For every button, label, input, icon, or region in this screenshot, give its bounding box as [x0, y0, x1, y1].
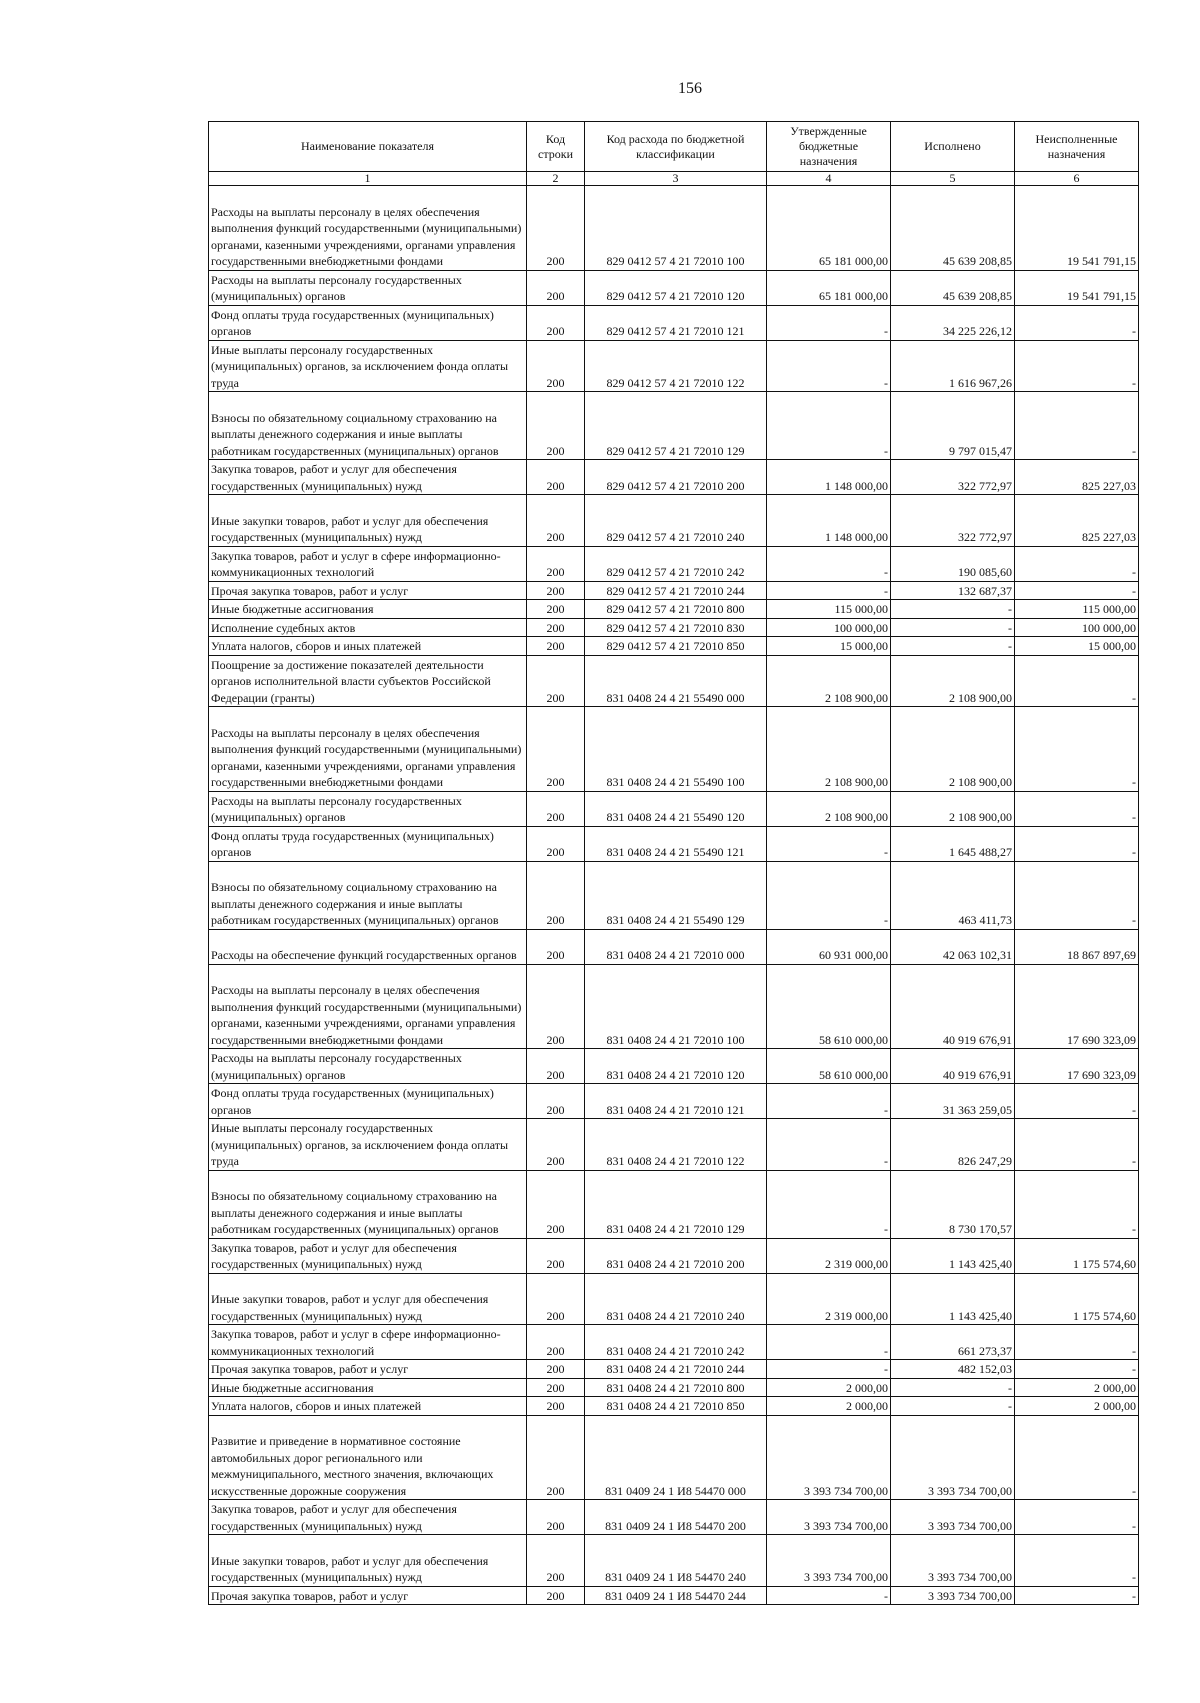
row-line-code: 200 — [527, 1273, 585, 1325]
row-name: Уплата налогов, сборов и иных платежей — [209, 1397, 527, 1416]
row-budget-code: 831 0408 24 4 21 72010 800 — [585, 1378, 767, 1397]
row-name: Развитие и приведение в нормативное состояние автомобильных дорог регионального или межмуниципального, местного значения, включающих искусственные дорожные сооружения — [209, 1415, 527, 1500]
row-executed: 3 393 734 700,00 — [891, 1586, 1015, 1605]
row-executed: 34 225 226,12 — [891, 305, 1015, 340]
row-unexecuted: 825 227,03 — [1015, 460, 1139, 495]
table-row — [209, 1360, 1139, 1379]
row-name: Взносы по обязательному социальному страхованию на выплаты денежного содержания и иные выплаты работникам государственных (муниципальных) органов — [209, 861, 527, 929]
table-row — [209, 546, 1139, 581]
row-budget-code: 829 0412 57 4 21 72010 830 — [585, 618, 767, 637]
table-row — [209, 392, 1139, 460]
row-executed: 45 639 208,85 — [891, 186, 1015, 271]
header-budget-code: Код расхода по бюджетной классификации — [585, 122, 767, 172]
row-executed: 190 085,60 — [891, 546, 1015, 581]
row-unexecuted: - — [1015, 1415, 1139, 1500]
row-line-code: 200 — [527, 929, 585, 964]
row-executed: 132 687,37 — [891, 581, 1015, 600]
row-unexecuted: - — [1015, 861, 1139, 929]
row-line-code: 200 — [527, 186, 585, 271]
table-row — [209, 1586, 1139, 1605]
row-line-code: 200 — [527, 964, 585, 1049]
row-name: Расходы на выплаты персоналу государственных (муниципальных) органов — [209, 1049, 527, 1084]
row-budget-code: 829 0412 57 4 21 72010 242 — [585, 546, 767, 581]
row-budget-code: 831 0408 24 4 21 72010 100 — [585, 964, 767, 1049]
row-name: Расходы на выплаты персоналу в целях обеспечения выполнения функций государственными (муниципальными) органами, казенными учреждениями, органами управления государственными внебюджетными фондами — [209, 964, 527, 1049]
row-approved: 115 000,00 — [767, 600, 891, 619]
row-unexecuted: - — [1015, 1500, 1139, 1535]
row-line-code: 200 — [527, 1397, 585, 1416]
row-approved: - — [767, 1325, 891, 1360]
row-approved: 2 000,00 — [767, 1378, 891, 1397]
row-executed: 2 108 900,00 — [891, 707, 1015, 792]
row-name: Расходы на обеспечение функций государственных органов — [209, 929, 527, 964]
row-budget-code: 831 0408 24 4 21 55490 000 — [585, 655, 767, 707]
row-unexecuted: 15 000,00 — [1015, 637, 1139, 656]
table-row — [209, 186, 1139, 271]
column-number: 5 — [891, 172, 1015, 186]
row-name: Взносы по обязательному социальному страхованию на выплаты денежного содержания и иные выплаты работникам государственных (муниципальных) органов — [209, 1170, 527, 1238]
row-unexecuted: 2 000,00 — [1015, 1397, 1139, 1416]
row-budget-code: 831 0408 24 4 21 72010 121 — [585, 1084, 767, 1119]
row-line-code: 200 — [527, 1049, 585, 1084]
row-approved: - — [767, 305, 891, 340]
row-budget-code: 829 0412 57 4 21 72010 850 — [585, 637, 767, 656]
row-executed: 40 919 676,91 — [891, 964, 1015, 1049]
row-approved: 65 181 000,00 — [767, 270, 891, 305]
row-approved: 3 393 734 700,00 — [767, 1415, 891, 1500]
row-unexecuted: 17 690 323,09 — [1015, 1049, 1139, 1084]
row-line-code: 200 — [527, 305, 585, 340]
row-unexecuted: - — [1015, 655, 1139, 707]
row-executed: - — [891, 1378, 1015, 1397]
row-line-code: 200 — [527, 340, 585, 392]
row-approved: 2 000,00 — [767, 1397, 891, 1416]
row-name: Закупка товаров, работ и услуг для обеспечения государственных (муниципальных) нужд — [209, 460, 527, 495]
row-executed: 45 639 208,85 — [891, 270, 1015, 305]
row-approved: 2 319 000,00 — [767, 1273, 891, 1325]
table-row — [209, 655, 1139, 707]
row-budget-code: 829 0412 57 4 21 72010 244 — [585, 581, 767, 600]
column-number: 6 — [1015, 172, 1139, 186]
row-line-code: 200 — [527, 1500, 585, 1535]
column-number: 1 — [209, 172, 527, 186]
row-unexecuted: 1 175 574,60 — [1015, 1238, 1139, 1273]
row-approved: 100 000,00 — [767, 618, 891, 637]
row-executed: 1 143 425,40 — [891, 1238, 1015, 1273]
row-line-code: 200 — [527, 1119, 585, 1171]
row-unexecuted: 825 227,03 — [1015, 495, 1139, 547]
table-row — [209, 340, 1139, 392]
table-row — [209, 791, 1139, 826]
table-row — [209, 581, 1139, 600]
row-line-code: 200 — [527, 1170, 585, 1238]
row-line-code: 200 — [527, 1586, 585, 1605]
row-approved: 65 181 000,00 — [767, 186, 891, 271]
row-unexecuted: 1 175 574,60 — [1015, 1273, 1139, 1325]
page-number: 156 — [678, 80, 702, 97]
row-approved: 58 610 000,00 — [767, 1049, 891, 1084]
table-row — [209, 1378, 1139, 1397]
row-budget-code: 831 0408 24 4 21 55490 121 — [585, 826, 767, 861]
table-row — [209, 1535, 1139, 1587]
row-unexecuted: - — [1015, 1325, 1139, 1360]
row-executed: 463 411,73 — [891, 861, 1015, 929]
row-approved: - — [767, 340, 891, 392]
row-unexecuted: - — [1015, 392, 1139, 460]
row-approved: 1 148 000,00 — [767, 460, 891, 495]
row-approved: 2 108 900,00 — [767, 655, 891, 707]
row-budget-code: 829 0412 57 4 21 72010 100 — [585, 186, 767, 271]
row-unexecuted: 100 000,00 — [1015, 618, 1139, 637]
row-executed: 2 108 900,00 — [891, 791, 1015, 826]
row-line-code: 200 — [527, 861, 585, 929]
row-budget-code: 831 0408 24 4 21 72010 244 — [585, 1360, 767, 1379]
table-row — [209, 964, 1139, 1049]
row-name: Прочая закупка товаров, работ и услуг — [209, 581, 527, 600]
row-executed: 31 363 259,05 — [891, 1084, 1015, 1119]
header-line-code: Код строки — [527, 122, 585, 172]
row-approved: - — [767, 392, 891, 460]
row-budget-code: 829 0412 57 4 21 72010 240 — [585, 495, 767, 547]
table-row — [209, 1170, 1139, 1238]
row-line-code: 200 — [527, 546, 585, 581]
row-budget-code: 831 0408 24 4 21 72010 850 — [585, 1397, 767, 1416]
row-line-code: 200 — [527, 460, 585, 495]
row-name: Уплата налогов, сборов и иных платежей — [209, 637, 527, 656]
table-row — [209, 1500, 1139, 1535]
header-unexecuted: Неисполненные назначения — [1015, 122, 1139, 172]
row-executed: 322 772,97 — [891, 495, 1015, 547]
table-row — [209, 929, 1139, 964]
row-budget-code: 831 0408 24 4 21 72010 242 — [585, 1325, 767, 1360]
row-name: Иные бюджетные ассигнования — [209, 600, 527, 619]
column-number: 2 — [527, 172, 585, 186]
row-budget-code: 831 0409 24 1 И8 54470 200 — [585, 1500, 767, 1535]
header-name: Наименование показателя — [209, 122, 527, 172]
row-approved: 2 108 900,00 — [767, 707, 891, 792]
row-name: Иные закупки товаров, работ и услуг для обеспечения государственных (муниципальных) нужд — [209, 1273, 527, 1325]
row-line-code: 200 — [527, 791, 585, 826]
row-executed: 40 919 676,91 — [891, 1049, 1015, 1084]
row-unexecuted: - — [1015, 1084, 1139, 1119]
row-budget-code: 829 0412 57 4 21 72010 129 — [585, 392, 767, 460]
row-unexecuted: - — [1015, 1360, 1139, 1379]
row-executed: - — [891, 1397, 1015, 1416]
row-unexecuted: - — [1015, 581, 1139, 600]
table-row — [209, 1415, 1139, 1500]
row-unexecuted: 2 000,00 — [1015, 1378, 1139, 1397]
row-budget-code: 829 0412 57 4 21 72010 800 — [585, 600, 767, 619]
row-name: Прочая закупка товаров, работ и услуг — [209, 1360, 527, 1379]
row-name: Фонд оплаты труда государственных (муниципальных) органов — [209, 1084, 527, 1119]
row-budget-code: 831 0408 24 4 21 72010 120 — [585, 1049, 767, 1084]
row-name: Фонд оплаты труда государственных (муниципальных) органов — [209, 826, 527, 861]
row-executed: 482 152,03 — [891, 1360, 1015, 1379]
row-line-code: 200 — [527, 826, 585, 861]
row-executed: 9 797 015,47 — [891, 392, 1015, 460]
table-row — [209, 1119, 1139, 1171]
row-approved: - — [767, 826, 891, 861]
row-budget-code: 829 0412 57 4 21 72010 122 — [585, 340, 767, 392]
row-name: Иные закупки товаров, работ и услуг для обеспечения государственных (муниципальных) нужд — [209, 495, 527, 547]
table-row — [209, 1084, 1139, 1119]
row-line-code: 200 — [527, 1325, 585, 1360]
row-name: Закупка товаров, работ и услуг для обеспечения государственных (муниципальных) нужд — [209, 1500, 527, 1535]
row-budget-code: 829 0412 57 4 21 72010 121 — [585, 305, 767, 340]
row-line-code: 200 — [527, 1535, 585, 1587]
row-name: Расходы на выплаты персоналу в целях обеспечения выполнения функций государственными (муниципальными) органами, казенными учреждениями, органами управления государственными внебюджетными фондами — [209, 707, 527, 792]
row-executed: 3 393 734 700,00 — [891, 1415, 1015, 1500]
table-row — [209, 460, 1139, 495]
row-approved: 3 393 734 700,00 — [767, 1535, 891, 1587]
row-unexecuted: - — [1015, 826, 1139, 861]
row-name: Расходы на выплаты персоналу государственных (муниципальных) органов — [209, 791, 527, 826]
row-line-code: 200 — [527, 495, 585, 547]
row-approved: - — [767, 581, 891, 600]
row-line-code: 200 — [527, 1084, 585, 1119]
row-approved: 1 148 000,00 — [767, 495, 891, 547]
row-budget-code: 831 0408 24 4 21 72010 200 — [585, 1238, 767, 1273]
row-name: Расходы на выплаты персоналу государственных (муниципальных) органов — [209, 270, 527, 305]
row-approved: - — [767, 1586, 891, 1605]
row-unexecuted: - — [1015, 1586, 1139, 1605]
row-executed: 661 273,37 — [891, 1325, 1015, 1360]
row-name: Иные выплаты персоналу государственных (муниципальных) органов, за исключением фонда оплаты труда — [209, 340, 527, 392]
row-executed: 1 616 967,26 — [891, 340, 1015, 392]
row-line-code: 200 — [527, 1378, 585, 1397]
table-row — [209, 707, 1139, 792]
row-executed: 8 730 170,57 — [891, 1170, 1015, 1238]
row-budget-code: 831 0409 24 1 И8 54470 240 — [585, 1535, 767, 1587]
row-executed: 1 645 488,27 — [891, 826, 1015, 861]
row-executed: 1 143 425,40 — [891, 1273, 1015, 1325]
row-executed: 42 063 102,31 — [891, 929, 1015, 964]
row-name: Закупка товаров, работ и услуг для обеспечения государственных (муниципальных) нужд — [209, 1238, 527, 1273]
table-row — [209, 1397, 1139, 1416]
row-name: Закупка товаров, работ и услуг в сфере информационно-коммуникационных технологий — [209, 546, 527, 581]
row-approved: 2 319 000,00 — [767, 1238, 891, 1273]
row-line-code: 200 — [527, 637, 585, 656]
row-line-code: 200 — [527, 392, 585, 460]
row-budget-code: 831 0409 24 1 И8 54470 244 — [585, 1586, 767, 1605]
row-unexecuted: 19 541 791,15 — [1015, 186, 1139, 271]
table-body — [209, 186, 1139, 1605]
row-unexecuted: 18 867 897,69 — [1015, 929, 1139, 964]
row-approved: - — [767, 546, 891, 581]
header-row — [209, 122, 1139, 172]
row-line-code: 200 — [527, 655, 585, 707]
row-budget-code: 831 0408 24 4 21 55490 100 — [585, 707, 767, 792]
row-executed: - — [891, 600, 1015, 619]
row-budget-code: 831 0408 24 4 21 72010 240 — [585, 1273, 767, 1325]
row-budget-code: 831 0408 24 4 21 72010 122 — [585, 1119, 767, 1171]
row-name: Исполнение судебных актов — [209, 618, 527, 637]
row-budget-code: 831 0408 24 4 21 55490 129 — [585, 861, 767, 929]
row-line-code: 200 — [527, 270, 585, 305]
table-row — [209, 270, 1139, 305]
row-name: Иные выплаты персоналу государственных (муниципальных) органов, за исключением фонда оплаты труда — [209, 1119, 527, 1171]
table-row — [209, 1049, 1139, 1084]
row-approved: 2 108 900,00 — [767, 791, 891, 826]
row-line-code: 200 — [527, 1415, 585, 1500]
row-unexecuted: 115 000,00 — [1015, 600, 1139, 619]
row-line-code: 200 — [527, 600, 585, 619]
column-number-row — [209, 172, 1139, 186]
table-row — [209, 1238, 1139, 1273]
table-row — [209, 861, 1139, 929]
row-unexecuted: - — [1015, 305, 1139, 340]
row-approved: 15 000,00 — [767, 637, 891, 656]
row-executed: 322 772,97 — [891, 460, 1015, 495]
row-budget-code: 829 0412 57 4 21 72010 200 — [585, 460, 767, 495]
table-row — [209, 1273, 1139, 1325]
row-line-code: 200 — [527, 1238, 585, 1273]
column-number: 4 — [767, 172, 891, 186]
row-name: Иные бюджетные ассигнования — [209, 1378, 527, 1397]
row-approved: - — [767, 861, 891, 929]
row-unexecuted: - — [1015, 707, 1139, 792]
row-name: Иные закупки товаров, работ и услуг для обеспечения государственных (муниципальных) нужд — [209, 1535, 527, 1587]
row-line-code: 200 — [527, 581, 585, 600]
row-executed: 3 393 734 700,00 — [891, 1535, 1015, 1587]
row-name: Поощрение за достижение показателей деятельности органов исполнительной власти субъектов Российской Федерации (гранты) — [209, 655, 527, 707]
row-executed: - — [891, 637, 1015, 656]
row-unexecuted: - — [1015, 546, 1139, 581]
header-executed: Исполнено — [891, 122, 1015, 172]
row-executed: - — [891, 618, 1015, 637]
row-budget-code: 831 0409 24 1 И8 54470 000 — [585, 1415, 767, 1500]
row-executed: 2 108 900,00 — [891, 655, 1015, 707]
row-approved: 58 610 000,00 — [767, 964, 891, 1049]
table-row — [209, 1325, 1139, 1360]
row-budget-code: 831 0408 24 4 21 55490 120 — [585, 791, 767, 826]
row-name: Закупка товаров, работ и услуг в сфере информационно-коммуникационных технологий — [209, 1325, 527, 1360]
table-row — [209, 495, 1139, 547]
row-line-code: 200 — [527, 1360, 585, 1379]
row-name: Прочая закупка товаров, работ и услуг — [209, 1586, 527, 1605]
row-approved: - — [767, 1084, 891, 1119]
row-unexecuted: 17 690 323,09 — [1015, 964, 1139, 1049]
budget-execution-table — [208, 121, 1139, 1605]
row-unexecuted: - — [1015, 791, 1139, 826]
row-line-code: 200 — [527, 707, 585, 792]
row-budget-code: 831 0408 24 4 21 72010 129 — [585, 1170, 767, 1238]
row-name: Взносы по обязательному социальному страхованию на выплаты денежного содержания и иные выплаты работникам государственных (муниципальных) органов — [209, 392, 527, 460]
row-approved: - — [767, 1170, 891, 1238]
row-unexecuted: - — [1015, 1535, 1139, 1587]
header-approved: Утвержденные бюджетные назначения — [767, 122, 891, 172]
table-row — [209, 305, 1139, 340]
row-executed: 826 247,29 — [891, 1119, 1015, 1171]
table-row — [209, 618, 1139, 637]
row-unexecuted: - — [1015, 340, 1139, 392]
row-name: Фонд оплаты труда государственных (муниципальных) органов — [209, 305, 527, 340]
row-approved: 3 393 734 700,00 — [767, 1500, 891, 1535]
row-unexecuted: 19 541 791,15 — [1015, 270, 1139, 305]
table-row — [209, 637, 1139, 656]
row-approved: 60 931 000,00 — [767, 929, 891, 964]
row-unexecuted: - — [1015, 1119, 1139, 1171]
column-number: 3 — [585, 172, 767, 186]
row-approved: - — [767, 1360, 891, 1379]
row-budget-code: 829 0412 57 4 21 72010 120 — [585, 270, 767, 305]
row-budget-code: 831 0408 24 4 21 72010 000 — [585, 929, 767, 964]
row-executed: 3 393 734 700,00 — [891, 1500, 1015, 1535]
row-name: Расходы на выплаты персоналу в целях обеспечения выполнения функций государственными (муниципальными) органами, казенными учреждениями, органами управления государственными внебюджетными фондами — [209, 186, 527, 271]
table-row — [209, 826, 1139, 861]
row-line-code: 200 — [527, 618, 585, 637]
row-unexecuted: - — [1015, 1170, 1139, 1238]
row-approved: - — [767, 1119, 891, 1171]
table-row — [209, 600, 1139, 619]
